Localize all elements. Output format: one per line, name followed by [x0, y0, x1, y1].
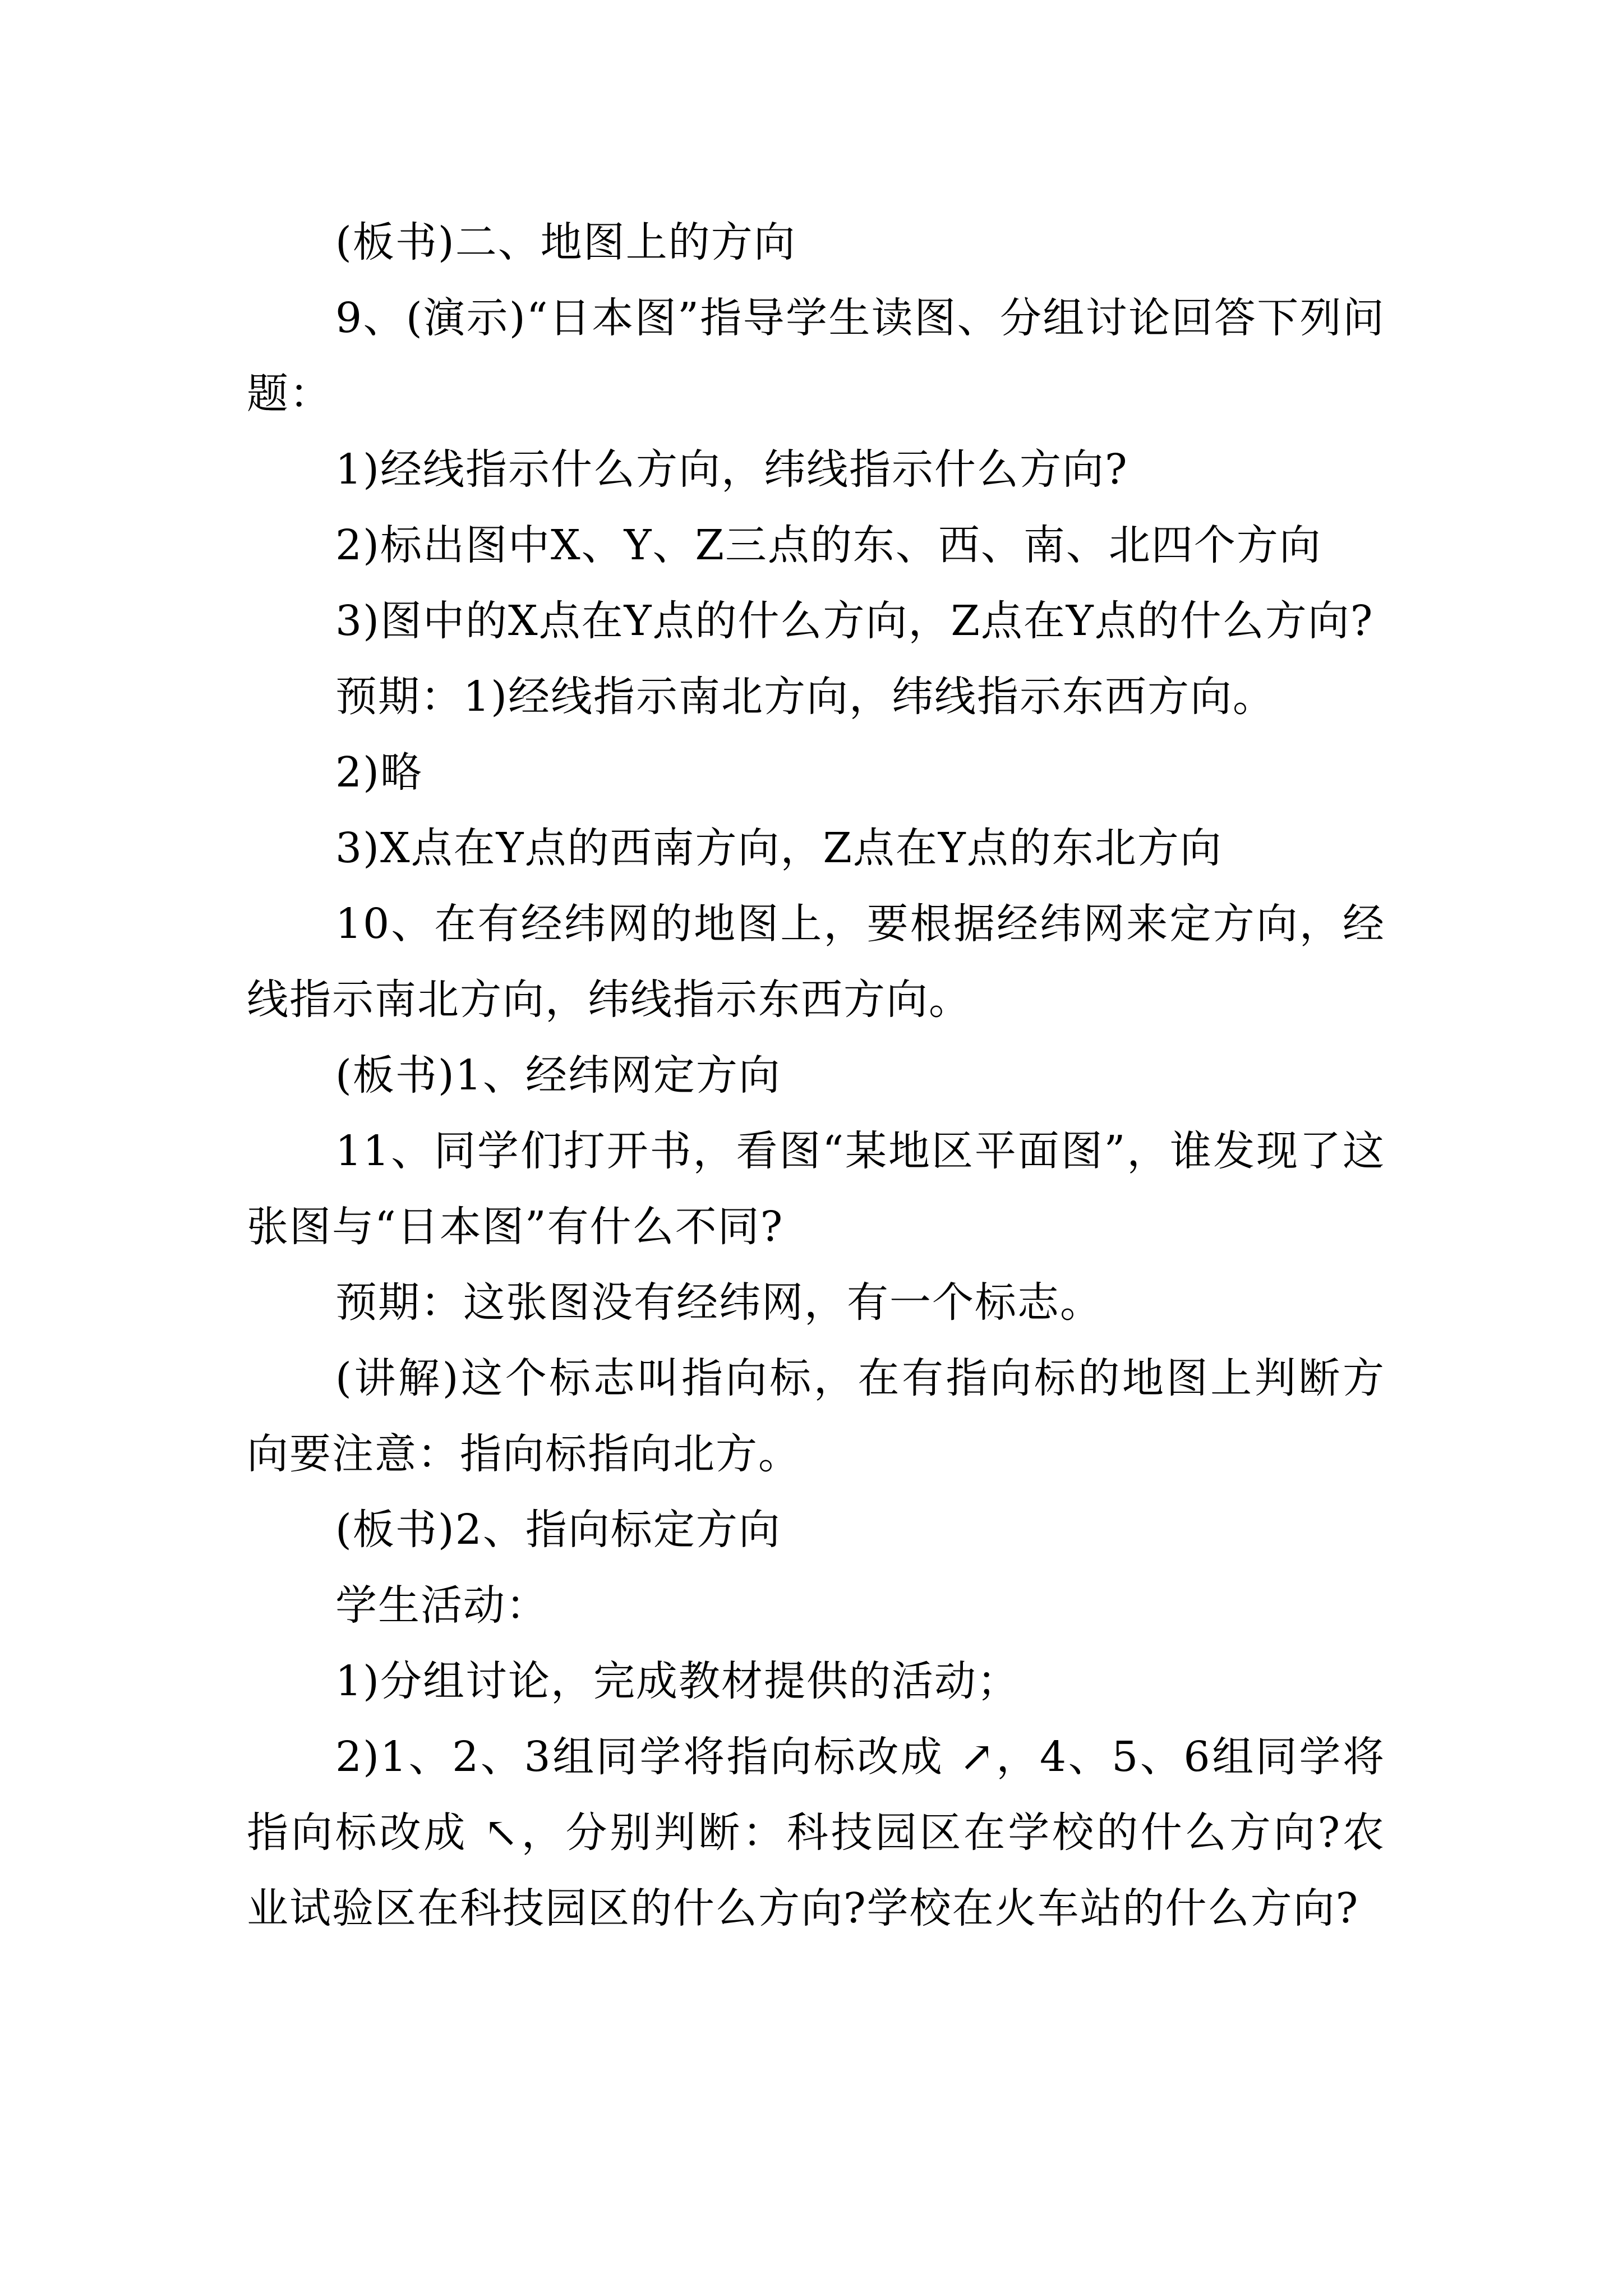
- paragraph-step-10: 10、在有经纬网的地图上，要根据经纬网来定方向，经线指示南北方向，纬线指示东西方向。: [247, 900, 1385, 1024]
- document-body: [247, 205, 1385, 1947]
- paragraph-question-3: 3)图中的X点在Y点的什么方向，Z点在Y点的什么方向?: [335, 597, 1374, 645]
- paragraph-step-11: 11、同学们打开书，看图“某地区平面图”，谁发现了这张图与“日本图”有什么不同?: [247, 1127, 1385, 1251]
- paragraph-step-9: 9、(演示)“日本图”指导学生读图、分组讨论回答下列问题：: [247, 294, 1385, 418]
- paragraph-board-heading-2: (板书)二、地图上的方向: [335, 218, 796, 266]
- paragraph-question-1: 1)经线指示什么方向，纬线指示什么方向?: [335, 445, 1128, 494]
- paragraph-expected-symbol: 预期：这张图没有经纬网，有一个标志。: [335, 1278, 1103, 1327]
- paragraph-board-compass: (板书)2、指向标定方向: [335, 1506, 781, 1554]
- paragraph-board-lat-long: (板书)1、经纬网定方向: [335, 1051, 781, 1099]
- paragraph-expected-1: 预期：1)经线指示南北方向，纬线指示东西方向。: [335, 673, 1275, 721]
- paragraph-expected-2: 2)略: [335, 748, 423, 797]
- paragraph-question-2: 2)标出图中X、Y、Z三点的东、西、南、北四个方向: [335, 521, 1322, 569]
- paragraph-student-activity: 学生活动：: [335, 1581, 548, 1630]
- paragraph-explanation: (讲解)这个标志叫指向标，在有指向标的地图上判断方向要注意：指向标指向北方。: [247, 1354, 1385, 1478]
- paragraph-activity-1: 1)分组讨论，完成教材提供的活动；: [335, 1657, 1020, 1705]
- paragraph-expected-3: 3)X点在Y点的西南方向，Z点在Y点的东北方向: [335, 824, 1223, 872]
- paragraph-activity-2: 2)1、2、3组同学将指向标改成 ↗，4、5、6组同学将指向标改成 ↖，分别判断：科技园区在学校的什么方向?农业试验区在科技园区的什么方向?学校在火车站的什么方向?: [247, 1733, 1385, 1932]
